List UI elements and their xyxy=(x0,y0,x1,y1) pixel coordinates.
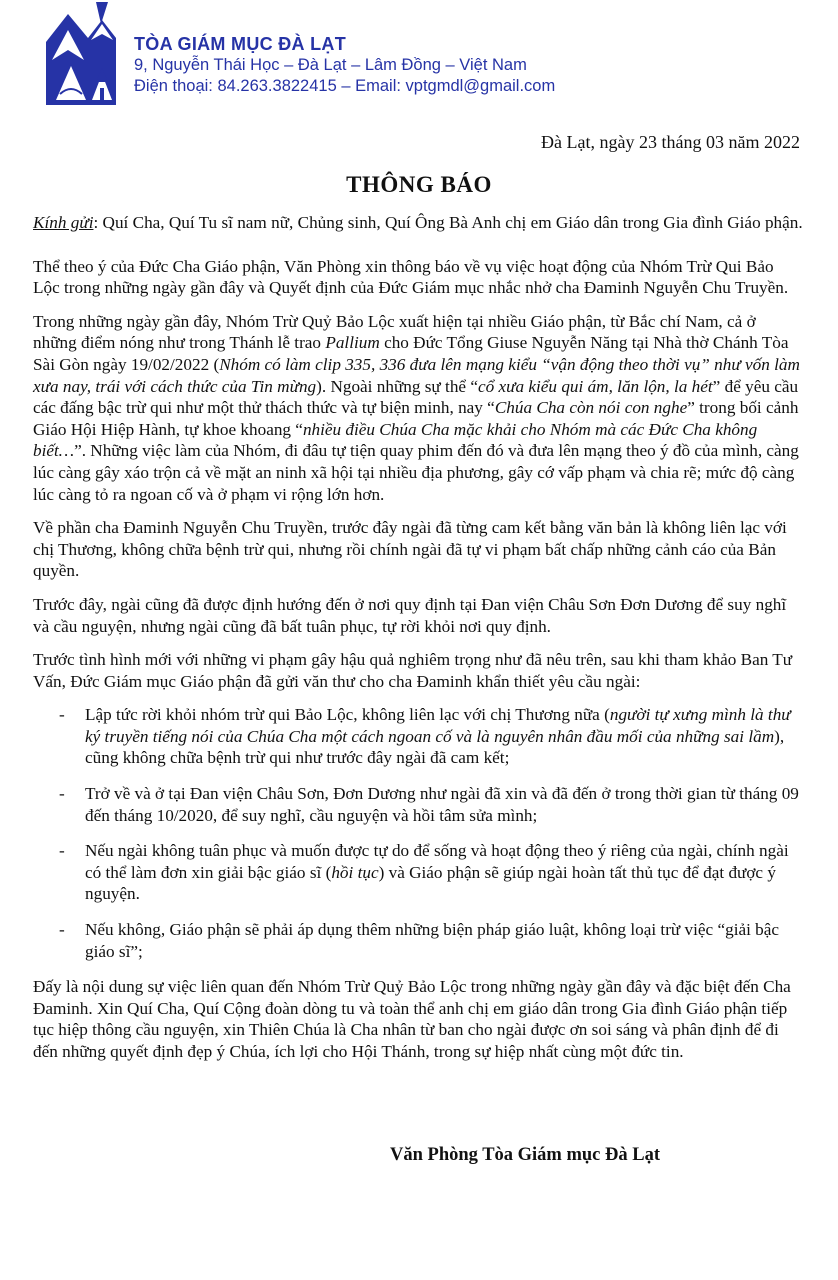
text-run-italic: người tự xưng mình là thư ký truyền tiếng nói của Chúa Cha một cách ngoan cố và là nguyên nhân đầu mối của những sai lầm xyxy=(85,705,791,746)
document-body xyxy=(33,212,803,1075)
org-name: TÒA GIÁM MỤC ĐÀ LẠT xyxy=(134,34,347,54)
requirement-item xyxy=(33,783,803,826)
text-run: ) và Giáo phận sẽ giúp ngài hoàn tất thủ tục để đạt được ý nguyện. xyxy=(85,862,776,904)
requirements-list xyxy=(33,704,803,962)
text-run: ” trong bối cảnh Giáo Hội Hiệp Hành, tự khoe khoang “ xyxy=(33,398,799,439)
paragraph-closing: Đấy là nội dung sự việc liên quan đến Nhóm Trừ Quỷ Bảo Lộc trong những ngày gần đây và đặc biệt đến Cha Đaminh. Xin Quí Cha, Quí Cộng đoàn dòng tu và toàn thể anh chị em giáo dân trong Gia đình Giáo phận tiếp tục hiệp thông cầu nguyện, xin Thiên Chúa là Cha nhân từ ban cho ngài được ơn soi sáng và phân định để đi đến những quyết định đẹp ý Chúa, ích lợi cho Hội Thánh, trong sự hiệp nhất cùng một đức tin. xyxy=(33,977,791,1061)
text-run: ). Ngoài những sự thể “ xyxy=(316,376,478,396)
text-run-italic: nhiều điều Chúa Cha mặc khải cho Nhóm mà các Đức Cha không biết… xyxy=(33,419,758,461)
requirement-item xyxy=(33,919,803,962)
signature: Văn Phòng Tòa Giám mục Đà Lạt xyxy=(390,1145,660,1165)
letterhead xyxy=(134,33,555,97)
text-run: ” để yêu cầu các đấng bậc trừ qui như một thử thách thức và tự biện minh, nay “ xyxy=(33,376,799,418)
greeting-paragraph xyxy=(33,212,803,234)
list-dash: - xyxy=(59,784,65,804)
text-run: Nếu không, Giáo phận sẽ phải áp dụng thêm những biện pháp giáo luật, không loại trừ việc “giải bậc giáo sĩ”; xyxy=(85,920,780,961)
org-address: 9, Nguyễn Thái Học – Đà Lạt – Lâm Đồng – Việt Nam xyxy=(134,56,527,74)
greeting-text: : Quí Cha, Quí Tu sĩ nam nữ, Chủng sinh, Quí Ông Bà Anh chị em Giáo dân trong Gia đình Giáo phận. xyxy=(93,213,803,232)
document-title: THÔNG BÁO xyxy=(346,172,492,197)
diocese-logo-icon xyxy=(38,2,123,105)
paragraph-decision: Trước tình hình mới với những vi phạm gây hậu quả nghiêm trọng như đã nêu trên, sau khi tham khảo Ban Tư Vấn, Đức Giám mục Giáo phận đã gửi văn thư cho cha Đaminh khẩn thiết yêu cầu ngài: xyxy=(33,650,793,691)
text-run-italic: Chúa Cha còn nói con nghe xyxy=(494,398,688,418)
text-run: ), cũng không chữa bệnh trừ qui như trước đây ngài đã cam kết; xyxy=(85,726,785,768)
requirement-item xyxy=(33,840,803,905)
text-run-italic: hồi tục xyxy=(331,862,379,882)
greeting-label: Kính gửi xyxy=(33,213,94,232)
text-run: Lập tức rời khỏi nhóm trừ qui Bảo Lộc, không liên lạc với chị Thương nữa ( xyxy=(85,705,610,725)
list-dash: - xyxy=(59,841,65,861)
paragraph-group-activity xyxy=(33,311,803,505)
text-run: ”. Những việc làm của Nhóm, đi đâu tự tiện quay phim đến đó và đưa lên mạng theo ý đồ của mình, càng lúc càng gây xáo trộn cả về mặt an ninh xã hội tại nhiều địa phương, gây cớ vấp phạm và chia rẽ; mức độ càng lúc càng tỏ ra ngoan cố và ở phạm vi rộng lớn hơn. xyxy=(33,441,799,504)
document-date: Đà Lạt, ngày 23 tháng 03 năm 2022 xyxy=(541,132,800,152)
paragraph-father-truyen: Về phần cha Đaminh Nguyễn Chu Truyền, trước đây ngài đã từng cam kết bằng văn bản là không liên lạc với chị Thương, không chữa bệnh trừ qui, nhưng rồi chính ngài đã tự vi phạm bất chấp những cảnh cáo của Bản quyền. xyxy=(33,518,787,581)
requirement-item xyxy=(33,704,803,769)
paragraph-previous-direction: Trước đây, ngài cũng đã được định hướng đến ở nơi quy định tại Đan viện Châu Sơn Đơn Dương để suy nghĩ và cầu nguyện, nhưng ngài cũng đã bất tuân phục, tự rời khỏi nơi quy định. xyxy=(33,594,787,636)
text-run-italic: cổ xưa kiểu qui ám, lăn lộn, la hét xyxy=(477,376,713,396)
text-run: cho Đức Tổng Giuse Nguyễn Năng tại Nhà thờ Chánh Tòa Sài Gòn ngày 19/02/2022 ( xyxy=(33,333,789,374)
text-run: Nếu ngài không tuân phục và muốn được tự do để sống và hoạt động theo ý riêng của ngài, chính ngài có thể làm đơn xin giải bậc giáo sĩ ( xyxy=(85,841,789,882)
list-dash: - xyxy=(59,920,65,940)
text-run: Trở về và ở tại Đan viện Châu Sơn, Đơn Dương như ngài đã xin và đã đến ở trong thời gian từ tháng 09 đến tháng 10/2020, để suy nghĩ, cầu nguyện và hồi tâm sửa mình; xyxy=(85,784,799,825)
paragraph-intro: Thể theo ý của Đức Cha Giáo phận, Văn Phòng xin thông báo về vụ việc hoạt động của Nhóm Trừ Qui Bảo Lộc trong những ngày gần đây và Quyết định của Đức Giám mục nhắc nhở cha Đaminh Nguyễn Chu Truyền. xyxy=(33,256,789,298)
list-dash: - xyxy=(59,705,65,725)
text-run: Trong những ngày gần đây, Nhóm Trừ Quỷ Bảo Lộc xuất hiện tại nhiều Giáo phận, từ Bắc chí Nam, cả ở những điểm nóng như trong Thánh lễ trao xyxy=(33,311,756,353)
org-contact: Điện thoại: 84.263.3822415 – Email: vptgmdl@gmail.com xyxy=(134,77,556,95)
text-run-italic: Pallium xyxy=(325,333,380,353)
text-run-italic: Nhóm có làm clip 335, 336 đưa lên mạng kiểu “vận động theo thời vụ” như vốn làm xưa nay, trái với cách thức của Tin mừng xyxy=(33,354,800,396)
